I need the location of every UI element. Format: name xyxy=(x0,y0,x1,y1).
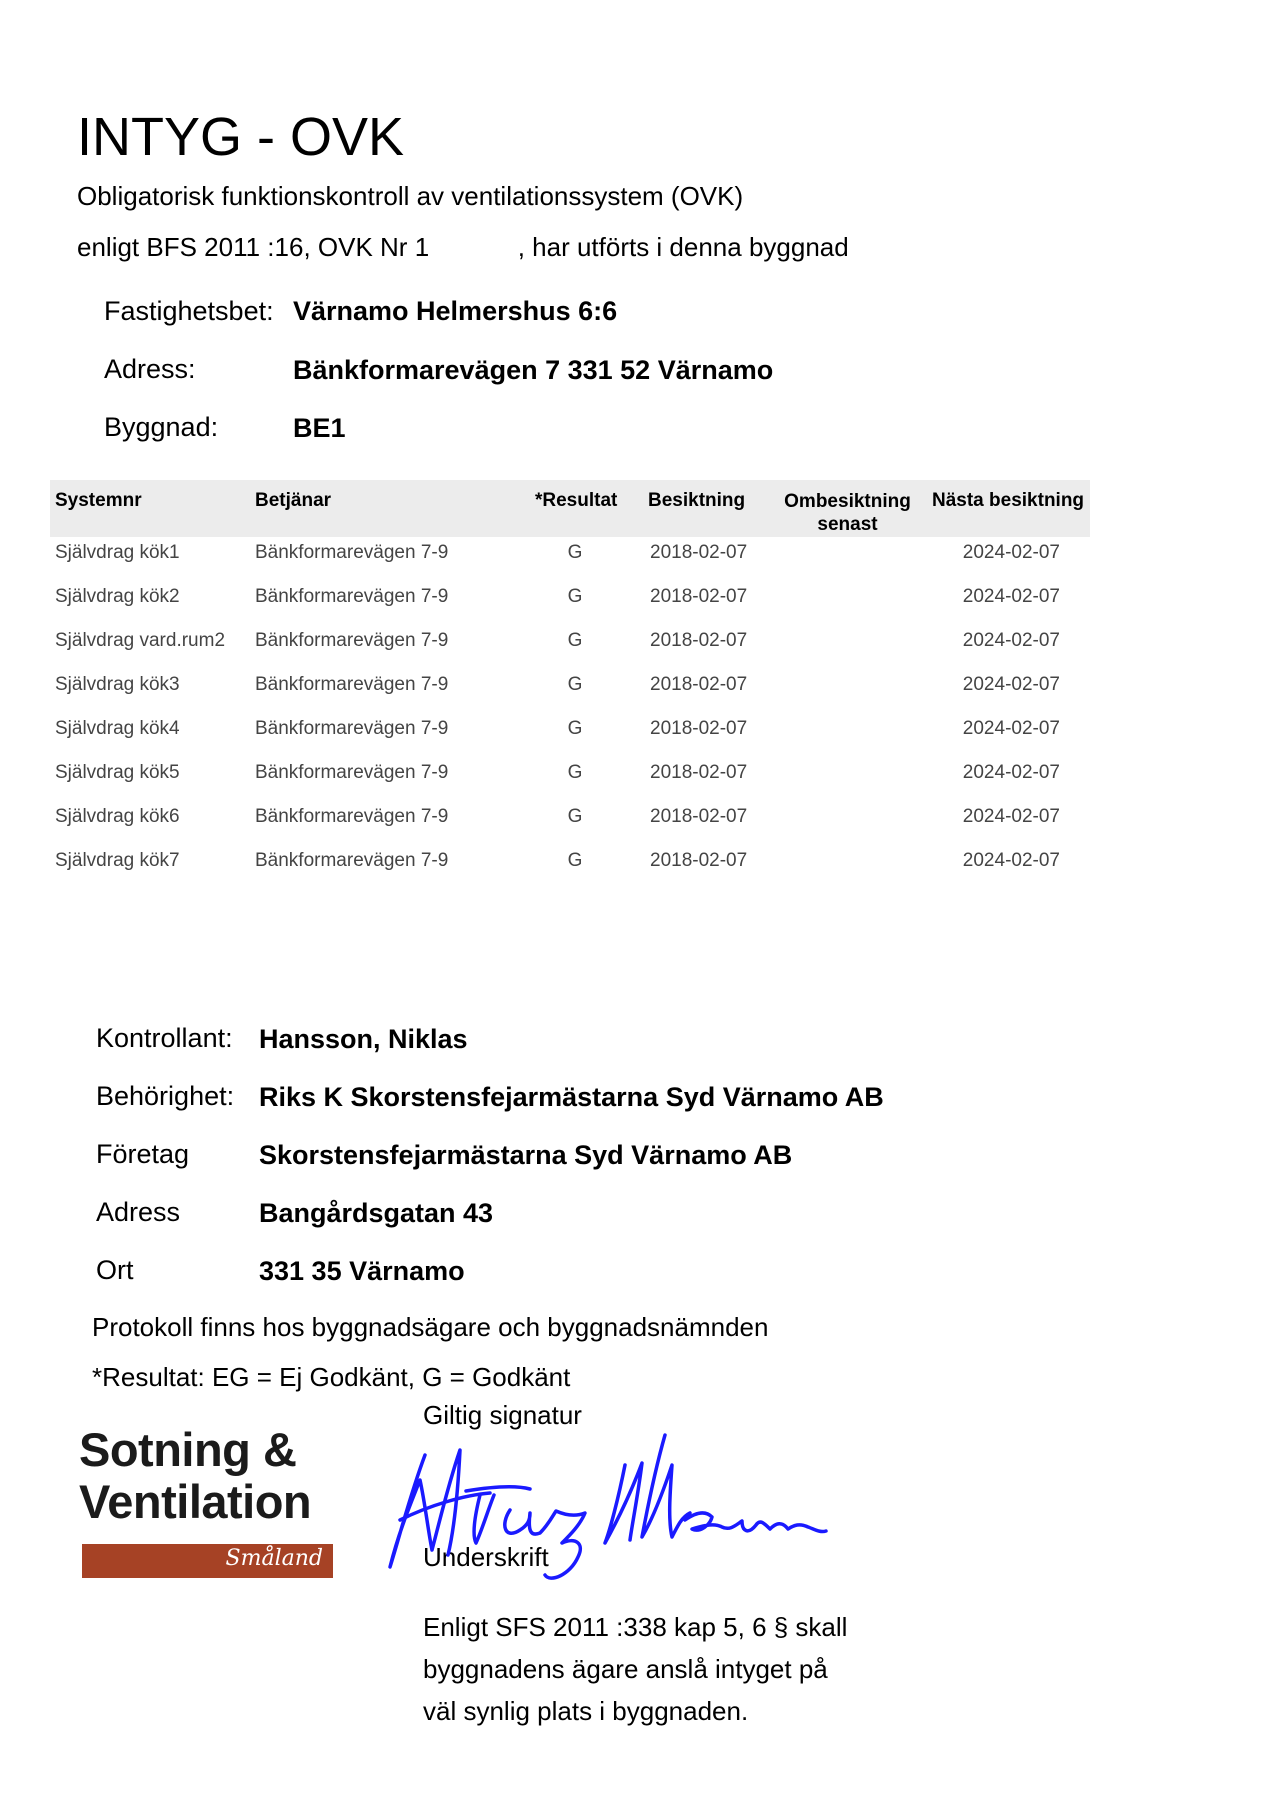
legal-line1: Enligt SFS 2011 :338 kap 5, 6 § skall xyxy=(423,1612,848,1642)
cell-besiktning: 2018-02-07 xyxy=(650,718,748,739)
bfs-suffix: , har utförts i denna byggnad xyxy=(517,232,849,262)
cell-betjanar: Bänkformarevägen 7-9 xyxy=(255,674,449,695)
ort-value: 331 35 Värnamo xyxy=(259,1256,465,1286)
legal-notice xyxy=(423,1606,847,1732)
byggnad-value: BE1 xyxy=(293,413,346,443)
col-header-nasta: Nästa besiktning xyxy=(932,490,1085,511)
cell-betjanar: Bänkformarevägen 7-9 xyxy=(255,850,449,871)
logo-line2: Ventilation xyxy=(79,1475,312,1528)
inspector-adress-value: Bangårdsgatan 43 xyxy=(259,1198,494,1228)
cell-resultat: G xyxy=(567,630,583,651)
cell-besiktning: 2018-02-07 xyxy=(650,674,748,695)
behorighet-label: Behörighet: xyxy=(96,1081,235,1111)
ovk-number: 1 xyxy=(414,232,430,262)
underskrift-label: Underskrift xyxy=(423,1542,549,1572)
cell-nasta: 2024-02-07 xyxy=(962,850,1060,871)
cell-systemnr: Självdrag kök5 xyxy=(55,762,180,783)
cell-nasta: 2024-02-07 xyxy=(962,762,1060,783)
legal-line2: byggnadens ägare anslå intyget på xyxy=(423,1654,828,1684)
byggnad-label: Byggnad: xyxy=(104,412,219,442)
behorighet-value: Riks K Skorstensfejarmästarna Syd Värnamo AB xyxy=(259,1082,884,1112)
logo-line1: Sotning & xyxy=(79,1423,297,1476)
cell-besiktning: 2018-02-07 xyxy=(650,586,748,607)
cell-betjanar: Bänkformarevägen 7-9 xyxy=(255,762,449,783)
company-logo xyxy=(79,1424,311,1528)
cell-systemnr: Självdrag vard.rum2 xyxy=(55,630,226,651)
col-header-besiktning: Besiktning xyxy=(648,490,746,511)
cell-nasta: 2024-02-07 xyxy=(962,674,1060,695)
fastighet-label: Fastighetsbet: xyxy=(104,296,274,326)
cell-resultat: G xyxy=(567,586,583,607)
cell-besiktning: 2018-02-07 xyxy=(650,630,748,651)
cell-betjanar: Bänkformarevägen 7-9 xyxy=(255,806,449,827)
kontrollant-value: Hansson, Niklas xyxy=(259,1024,468,1054)
cell-systemnr: Självdrag kök1 xyxy=(55,542,180,563)
cell-besiktning: 2018-02-07 xyxy=(650,762,748,783)
cell-betjanar: Bänkformarevägen 7-9 xyxy=(255,542,449,563)
protokoll-note: Protokoll finns hos byggnadsägare och byggnadsnämnden xyxy=(92,1312,769,1342)
document-title: INTYG - OVK xyxy=(77,107,405,167)
cell-resultat: G xyxy=(567,762,583,783)
cell-systemnr: Självdrag kök3 xyxy=(55,674,180,695)
bfs-line xyxy=(77,232,849,263)
col-header-ombesiktning-line2: senast xyxy=(817,514,878,535)
cell-besiktning: 2018-02-07 xyxy=(650,850,748,871)
signature-label: Giltig signatur xyxy=(423,1400,582,1430)
cell-besiktning: 2018-02-07 xyxy=(650,542,748,563)
cell-betjanar: Bänkformarevägen 7-9 xyxy=(255,630,449,651)
document-subtitle: Obligatorisk funktionskontroll av ventilationssystem (OVK) xyxy=(77,181,744,211)
cell-resultat: G xyxy=(567,674,583,695)
kontrollant-label: Kontrollant: xyxy=(96,1023,233,1053)
col-header-systemnr: Systemnr xyxy=(55,490,142,511)
cell-systemnr: Självdrag kök2 xyxy=(55,586,180,607)
cell-systemnr: Självdrag kök4 xyxy=(55,718,180,739)
col-header-ombesiktning xyxy=(770,490,925,536)
cell-resultat: G xyxy=(567,850,583,871)
cell-betjanar: Bänkformarevägen 7-9 xyxy=(255,718,449,739)
cell-nasta: 2024-02-07 xyxy=(962,586,1060,607)
cell-besiktning: 2018-02-07 xyxy=(650,806,748,827)
cell-resultat: G xyxy=(567,542,583,563)
col-header-resultat: *Resultat xyxy=(535,490,618,511)
cell-betjanar: Bänkformarevägen 7-9 xyxy=(255,586,449,607)
inspector-adress-label: Adress xyxy=(96,1197,181,1227)
cell-nasta: 2024-02-07 xyxy=(962,630,1060,651)
legal-line3: väl synlig plats i byggnaden. xyxy=(423,1696,749,1726)
cell-systemnr: Självdrag kök7 xyxy=(55,850,180,871)
fastighet-value: Värnamo Helmershus 6:6 xyxy=(293,296,618,326)
col-header-betjanar: Betjänar xyxy=(255,490,332,511)
ort-label: Ort xyxy=(96,1255,134,1285)
foretag-label: Företag xyxy=(96,1139,190,1169)
resultat-legend: *Resultat: EG = Ej Godkänt, G = Godkänt xyxy=(92,1362,571,1392)
cell-resultat: G xyxy=(567,718,583,739)
adress-label: Adress: xyxy=(104,354,196,384)
cell-systemnr: Självdrag kök6 xyxy=(55,806,180,827)
bfs-prefix: enligt BFS 2011 :16, OVK Nr xyxy=(77,232,408,262)
logo-band xyxy=(82,1544,333,1578)
col-header-ombesiktning-line1: Ombesiktning xyxy=(784,491,911,512)
cell-nasta: 2024-02-07 xyxy=(962,806,1060,827)
cell-nasta: 2024-02-07 xyxy=(962,718,1060,739)
handwritten-signature xyxy=(380,1425,850,1595)
cell-nasta: 2024-02-07 xyxy=(962,542,1060,563)
foretag-value: Skorstensfejarmästarna Syd Värnamo AB xyxy=(259,1140,793,1170)
adress-value: Bänkformarevägen 7 331 52 Värnamo xyxy=(293,355,774,385)
cell-resultat: G xyxy=(567,806,583,827)
logo-band-text: Småland xyxy=(225,1546,323,1571)
